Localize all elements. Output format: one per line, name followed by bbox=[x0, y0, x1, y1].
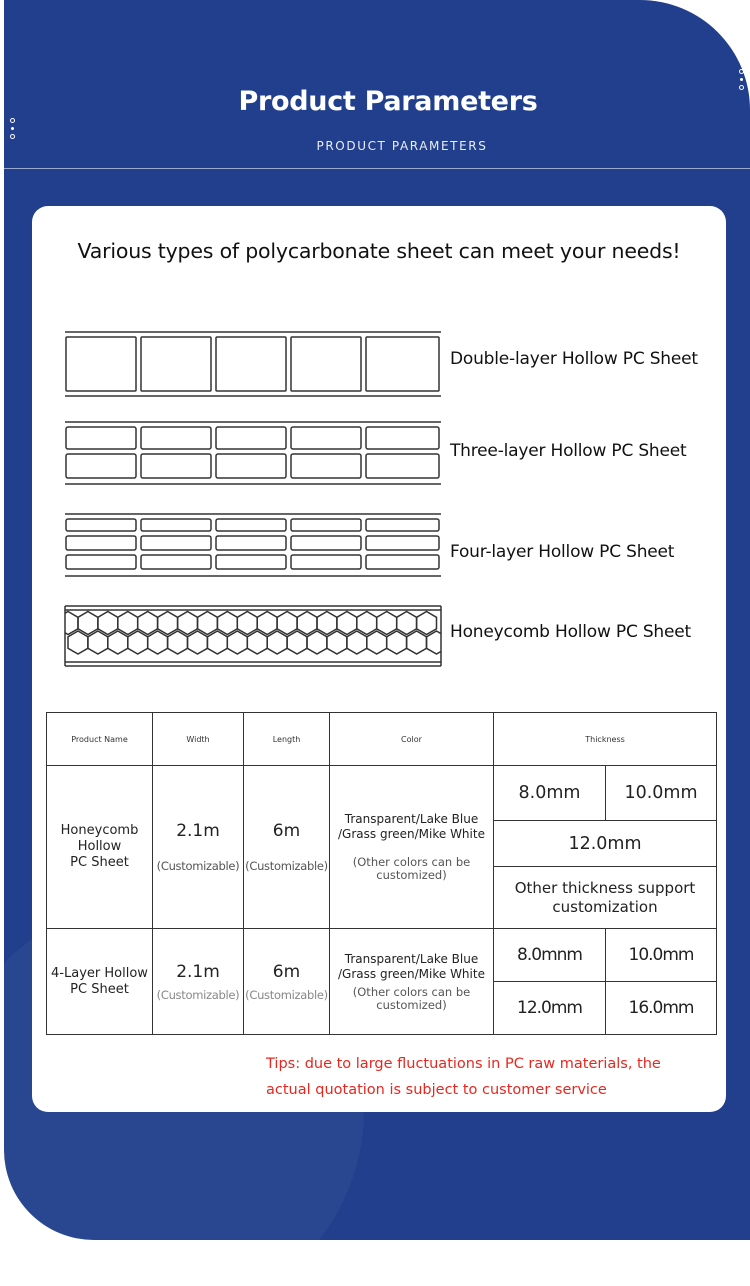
color-note-line: (Other colors can be bbox=[352, 984, 471, 999]
honeycomb-cell bbox=[128, 631, 148, 654]
width-value: 2.1m bbox=[176, 821, 220, 841]
thickness-cell: 12.0mm bbox=[494, 821, 717, 867]
content-card bbox=[32, 206, 726, 1112]
product-parameters-table bbox=[46, 712, 717, 1035]
honeycomb-cell bbox=[198, 612, 218, 635]
honeycomb-cell bbox=[377, 612, 397, 635]
honeycomb-cell bbox=[217, 612, 237, 635]
honeycomb-cell bbox=[287, 631, 307, 654]
honeycomb-cell bbox=[257, 612, 277, 635]
color-line: Transparent/Lake Blue bbox=[344, 951, 479, 966]
honeycomb-cell bbox=[367, 631, 387, 654]
three-layer-label: Three-layer Hollow PC Sheet bbox=[450, 441, 687, 461]
color-line: /Grass green/Mike White bbox=[338, 827, 485, 841]
honeycomb-cell bbox=[357, 612, 377, 635]
page-title: Product Parameters bbox=[238, 86, 538, 117]
length-cell bbox=[244, 766, 330, 929]
honeycomb-cell bbox=[337, 612, 357, 635]
color-line: Transparent/Lake Blue bbox=[344, 812, 479, 826]
width-cell bbox=[153, 929, 244, 1035]
color-note-line: customized) bbox=[376, 997, 447, 1012]
honeycomb-cell bbox=[417, 612, 437, 635]
card-headline: Various types of polycarbonate sheet can meet your needs! bbox=[77, 239, 681, 263]
length-note: (Customizable) bbox=[245, 987, 328, 1002]
thickness-cell: 10.0mm bbox=[606, 929, 717, 982]
product-name-cell bbox=[47, 929, 153, 1035]
decorative-dots-left bbox=[10, 118, 15, 139]
thickness-note-line: customization bbox=[552, 897, 658, 916]
honeycomb-cell bbox=[138, 612, 158, 635]
product-name-cell bbox=[47, 766, 153, 929]
honeycomb-cell bbox=[118, 612, 138, 635]
honeycomb-cell bbox=[148, 631, 168, 654]
color-value bbox=[330, 812, 493, 842]
product-name-line: 4-Layer Hollow bbox=[51, 965, 148, 981]
three-layer-sheet-diagram bbox=[64, 420, 442, 486]
honeycomb-cell bbox=[427, 631, 443, 654]
honeycomb-cell bbox=[78, 612, 98, 635]
honeycomb-cell bbox=[317, 612, 337, 635]
tips-note bbox=[266, 1051, 661, 1103]
thickness-note-cell bbox=[494, 867, 717, 929]
honeycomb-cell bbox=[168, 631, 188, 654]
color-note bbox=[330, 856, 493, 882]
honeycomb-cell bbox=[307, 631, 327, 654]
thickness-cell: 8.0mm bbox=[494, 766, 606, 821]
header-divider bbox=[4, 168, 750, 169]
honeycomb-cell bbox=[68, 631, 88, 654]
width-value: 2.1m bbox=[176, 961, 220, 982]
honeycomb-cell bbox=[297, 612, 317, 635]
honeycomb-cell bbox=[207, 631, 227, 654]
tips-line: actual quotation is subject to customer service bbox=[266, 1082, 607, 1098]
honeycomb-cell bbox=[247, 631, 267, 654]
width-note: (Customizable) bbox=[156, 987, 240, 1002]
honeycomb-cell bbox=[397, 612, 417, 635]
header-color: Color bbox=[330, 713, 494, 766]
thickness-cell: 10.0mm bbox=[606, 766, 717, 821]
product-name-line: PC Sheet bbox=[70, 981, 129, 997]
color-line: /Grass green/Mike White bbox=[338, 966, 485, 981]
header-product-name: Product Name bbox=[47, 713, 153, 766]
header-thickness: Thickness bbox=[494, 713, 717, 766]
header-length: Length bbox=[244, 713, 330, 766]
honeycomb-cell bbox=[267, 631, 287, 654]
thickness-cell: 12.0mm bbox=[494, 982, 606, 1035]
double-layer-sheet-diagram bbox=[64, 330, 442, 398]
honeycomb-sheet-diagram bbox=[64, 604, 442, 668]
table-header-row bbox=[47, 713, 717, 766]
honeycomb-cell bbox=[227, 631, 247, 654]
color-cell bbox=[330, 766, 494, 929]
table-row bbox=[47, 766, 717, 821]
color-cell bbox=[330, 929, 494, 1035]
width-note: (Customizable) bbox=[156, 859, 240, 873]
length-note: (Customizable) bbox=[245, 859, 328, 873]
honeycomb-cell bbox=[327, 631, 347, 654]
honeycomb-cell bbox=[387, 631, 407, 654]
honeycomb-cell bbox=[108, 631, 128, 654]
thickness-note-line: Other thickness support bbox=[514, 878, 696, 897]
product-name-line: PC Sheet bbox=[70, 855, 129, 870]
table-row bbox=[47, 929, 717, 982]
honeycomb-label: Honeycomb Hollow PC Sheet bbox=[450, 622, 691, 642]
four-layer-sheet-diagram bbox=[64, 512, 442, 578]
honeycomb-cell bbox=[98, 612, 118, 635]
honeycomb-cell bbox=[407, 631, 427, 654]
honeycomb-cell bbox=[178, 612, 198, 635]
honeycomb-cell bbox=[237, 612, 257, 635]
header-width: Width bbox=[153, 713, 244, 766]
color-note-line: customized) bbox=[376, 868, 447, 882]
honeycomb-cell bbox=[158, 612, 178, 635]
tips-line: Tips: due to large fluctuations in PC raw materials, the bbox=[266, 1056, 661, 1072]
honeycomb-cell bbox=[347, 631, 367, 654]
thickness-cell: 16.0mm bbox=[606, 982, 717, 1035]
length-cell bbox=[244, 929, 330, 1035]
product-name-line: Honeycomb bbox=[60, 823, 139, 838]
honeycomb-cell bbox=[277, 612, 297, 635]
honeycomb-cell bbox=[188, 631, 208, 654]
double-layer-label: Double-layer Hollow PC Sheet bbox=[450, 349, 698, 369]
page-subtitle: PRODUCT PARAMETERS bbox=[316, 139, 488, 153]
product-name-line: Hollow bbox=[77, 839, 122, 854]
honeycomb-cell bbox=[64, 612, 78, 635]
four-layer-label: Four-layer Hollow PC Sheet bbox=[450, 542, 675, 562]
color-value bbox=[330, 952, 493, 982]
length-value: 6m bbox=[272, 821, 301, 841]
width-cell bbox=[153, 766, 244, 929]
length-value: 6m bbox=[272, 961, 301, 982]
color-note bbox=[330, 986, 493, 1012]
thickness-cell: 8.0mnm bbox=[494, 929, 606, 982]
color-note-line: (Other colors can be bbox=[352, 855, 471, 869]
honeycomb-cell bbox=[88, 631, 108, 654]
